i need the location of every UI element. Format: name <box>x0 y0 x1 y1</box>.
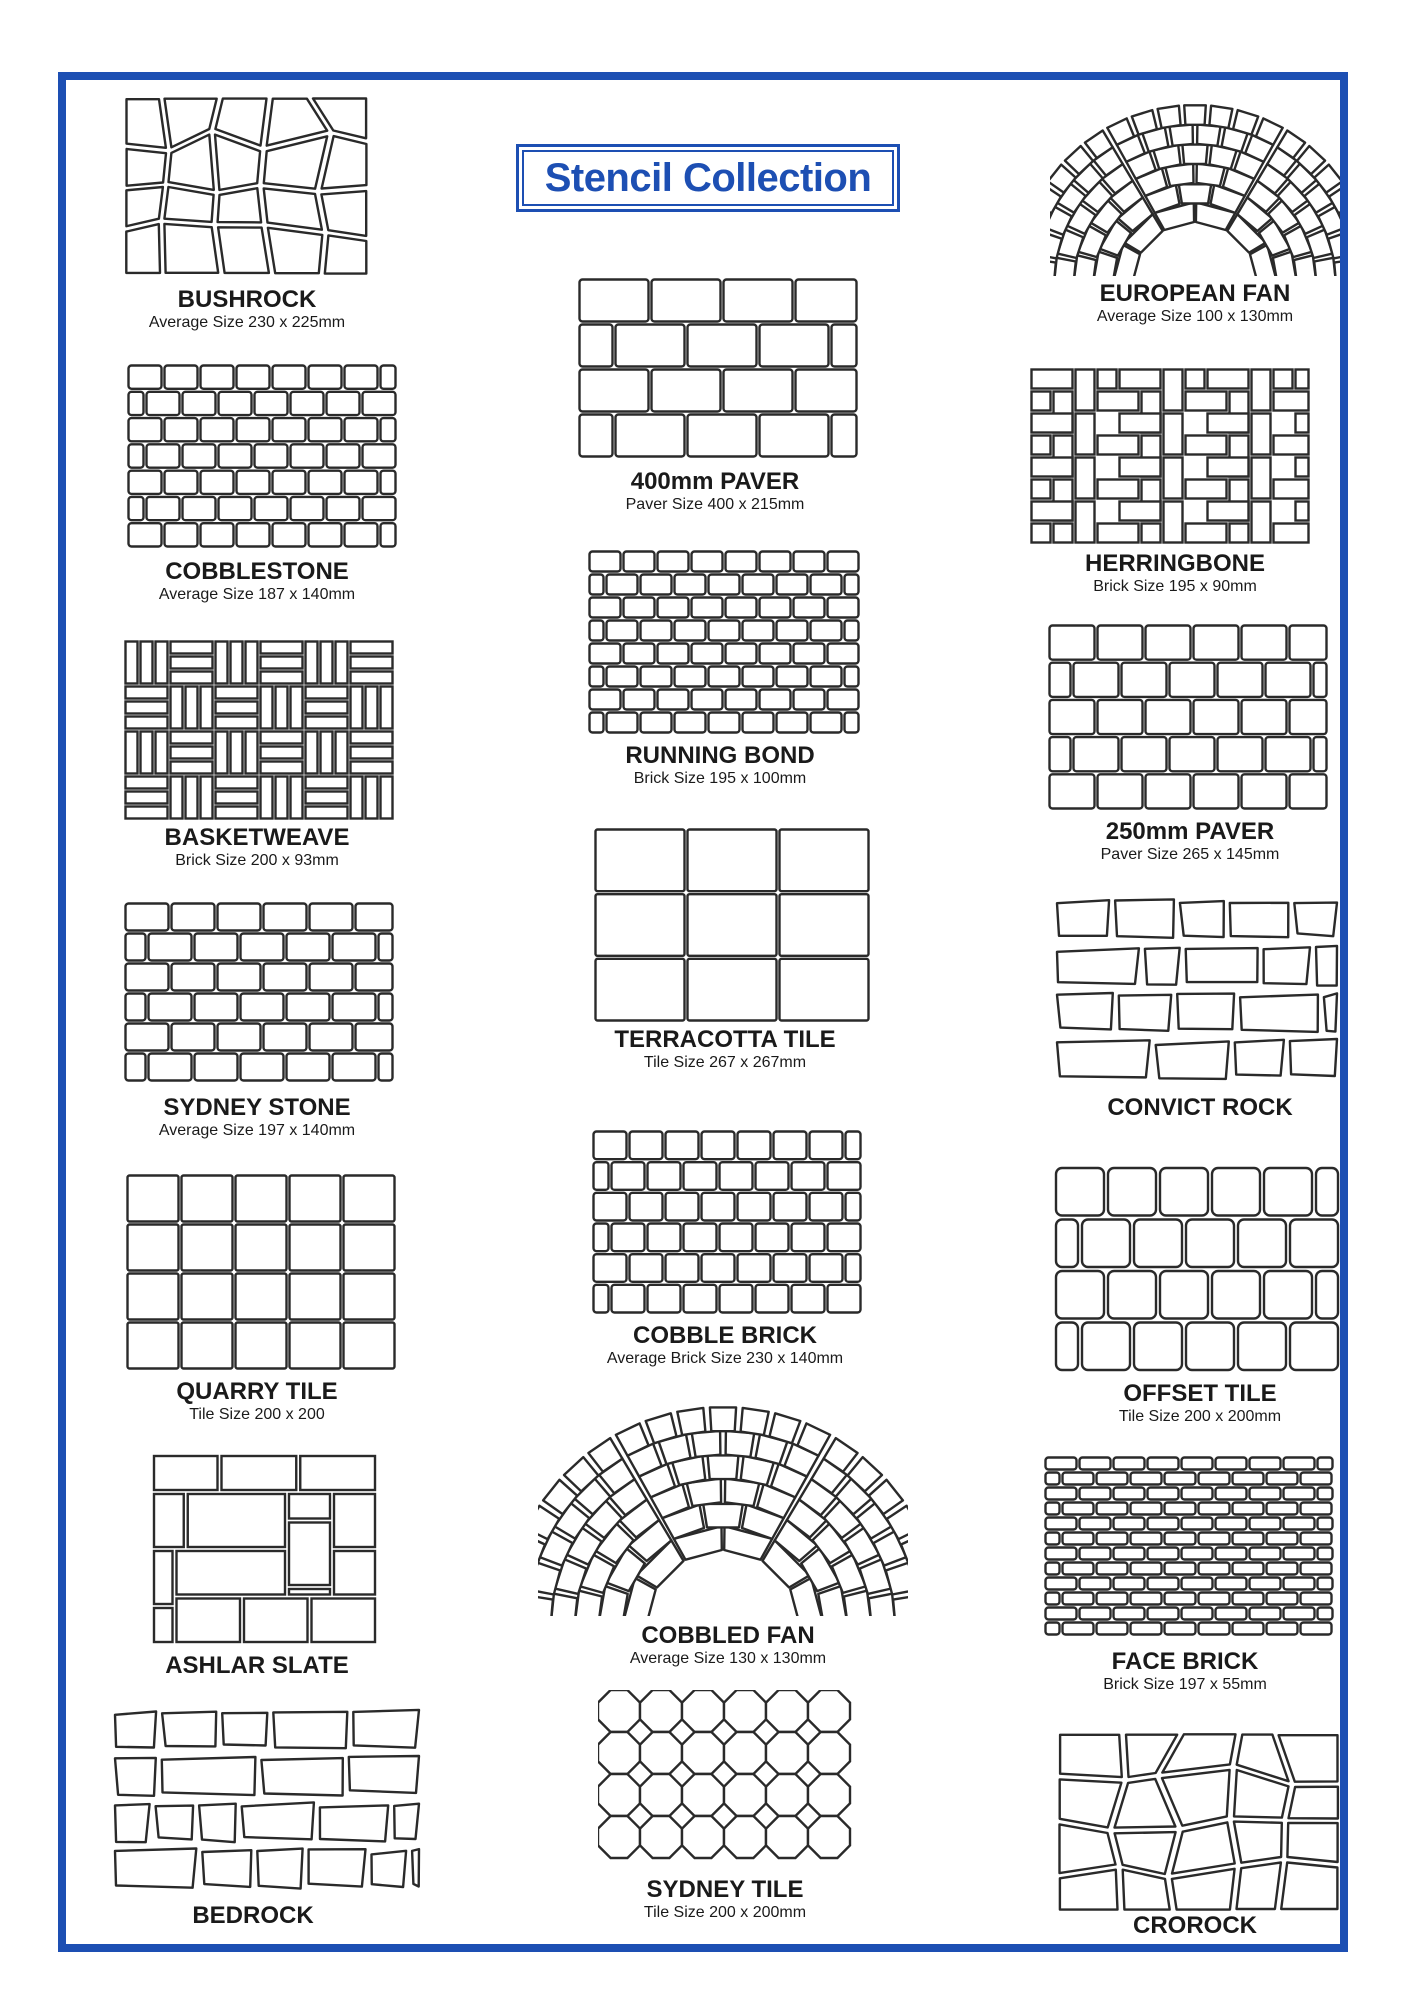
stencil-size: Paver Size 265 x 145mm <box>1100 846 1280 863</box>
paver-400-pattern <box>578 278 858 458</box>
running-bond-pattern <box>588 550 860 734</box>
stencil-250mm-paver <box>1040 624 1340 874</box>
stencil-name: 250mm PAVER <box>1105 818 1275 845</box>
stencil-size: Brick Size 197 x 55mm <box>1103 1676 1267 1693</box>
stencil-name: RUNNING BOND <box>625 742 815 769</box>
stencil-ashlar-slate <box>112 1454 402 1684</box>
quarry-tile-pattern <box>126 1174 396 1370</box>
stencil-convict-rock <box>1050 896 1350 1136</box>
stencil-name: COBBLED FAN <box>641 1622 815 1649</box>
stencil-cobblestone <box>112 364 402 609</box>
stencil-crorock <box>1050 1732 1350 1942</box>
stencil-name: ASHLAR SLATE <box>165 1652 349 1679</box>
stencil-size: Average Size 100 x 130mm <box>1096 308 1294 325</box>
sydney-stone-pattern <box>124 902 394 1082</box>
stencil-size: Average Size 187 x 140mm <box>158 586 356 603</box>
stencil-400mm-paver <box>570 278 860 528</box>
stencil-sydney-stone <box>112 902 402 1147</box>
stencil-name: BUSHROCK <box>177 286 317 313</box>
stencil-size: Tile Size 200 x 200 <box>189 1406 325 1423</box>
stencil-size: Average Size 197 x 140mm <box>158 1122 356 1139</box>
stencil-name: CONVICT ROCK <box>1107 1094 1293 1121</box>
paver-250-pattern <box>1048 624 1328 810</box>
stencil-offset-tile <box>1050 1166 1350 1436</box>
stencil-size: Average Size 130 x 130mm <box>629 1650 827 1667</box>
cobble-brick-pattern <box>592 1130 862 1314</box>
stencil-bedrock <box>108 1706 428 1936</box>
stencil-size: Brick Size 200 x 93mm <box>175 852 339 869</box>
stencil-size: Brick Size 195 x 90mm <box>1093 578 1257 595</box>
stencil-name: OFFSET TILE <box>1123 1380 1277 1407</box>
cobbled-fan-pattern <box>538 1396 908 1616</box>
stencil-name: FACE BRICK <box>1111 1648 1259 1675</box>
face-brick-pattern <box>1044 1456 1334 1636</box>
stencil-european-fan <box>1050 96 1340 346</box>
stencil-name: 400mm PAVER <box>630 468 800 495</box>
stencil-size: Average Size 230 x 225mm <box>148 314 346 331</box>
stencil-quarry-tile <box>112 1174 402 1434</box>
stencil-name: TERRACOTTA TILE <box>614 1026 836 1053</box>
stencil-size: Average Brick Size 230 x 140mm <box>606 1350 844 1367</box>
ashlar-slate-pattern <box>152 1454 377 1644</box>
stencil-name: QUARRY TILE <box>176 1378 338 1405</box>
stencil-name: BEDROCK <box>192 1902 314 1929</box>
stencil-size: Brick Size 195 x 100mm <box>633 770 807 787</box>
stencil-sydney-tile <box>580 1690 870 1940</box>
stencil-face-brick <box>1040 1456 1340 1706</box>
stencil-basketweave <box>112 640 402 880</box>
stencil-name: COBBLESTONE <box>165 558 349 585</box>
stencil-size: Tile Size 267 x 267mm <box>643 1054 807 1071</box>
stencil-name: BASKETWEAVE <box>164 824 350 851</box>
stencil-bushrock <box>112 96 382 336</box>
stencil-herringbone <box>1030 368 1320 608</box>
sydney-tile-pattern <box>598 1690 858 1870</box>
cobblestone-pattern <box>127 364 397 548</box>
offset-tile-pattern <box>1054 1166 1340 1372</box>
stencil-name: CROROCK <box>1133 1912 1257 1939</box>
stencil-size: Tile Size 200 x 200mm <box>1118 1408 1282 1425</box>
stencil-terracotta-tile <box>580 828 870 1088</box>
stencil-name: HERRINGBONE <box>1084 550 1265 577</box>
stencil-name: SYDNEY STONE <box>163 1094 351 1121</box>
convict-rock-pattern <box>1054 896 1340 1082</box>
page-title: Stencil Collection <box>522 150 894 206</box>
stencil-name: EUROPEAN FAN <box>1099 280 1291 307</box>
stencil-running-bond <box>570 550 870 800</box>
stencil-size: Tile Size 200 x 200mm <box>643 1904 807 1921</box>
stencil-name: COBBLE BRICK <box>633 1322 817 1349</box>
crorock-pattern <box>1056 1732 1341 1912</box>
herringbone-pattern <box>1030 368 1310 544</box>
title-box <box>516 144 900 212</box>
basketweave-pattern <box>124 640 396 820</box>
european-fan-pattern <box>1050 96 1340 276</box>
stencil-size: Paver Size 400 x 215mm <box>625 496 805 513</box>
stencil-cobble-brick <box>580 1130 870 1380</box>
stencil-cobbled-fan <box>538 1396 918 1676</box>
bedrock-pattern <box>112 1706 422 1892</box>
stencil-name: SYDNEY TILE <box>646 1876 804 1903</box>
terracotta-tile-pattern <box>594 828 870 1022</box>
bushrock-pattern <box>124 96 369 276</box>
